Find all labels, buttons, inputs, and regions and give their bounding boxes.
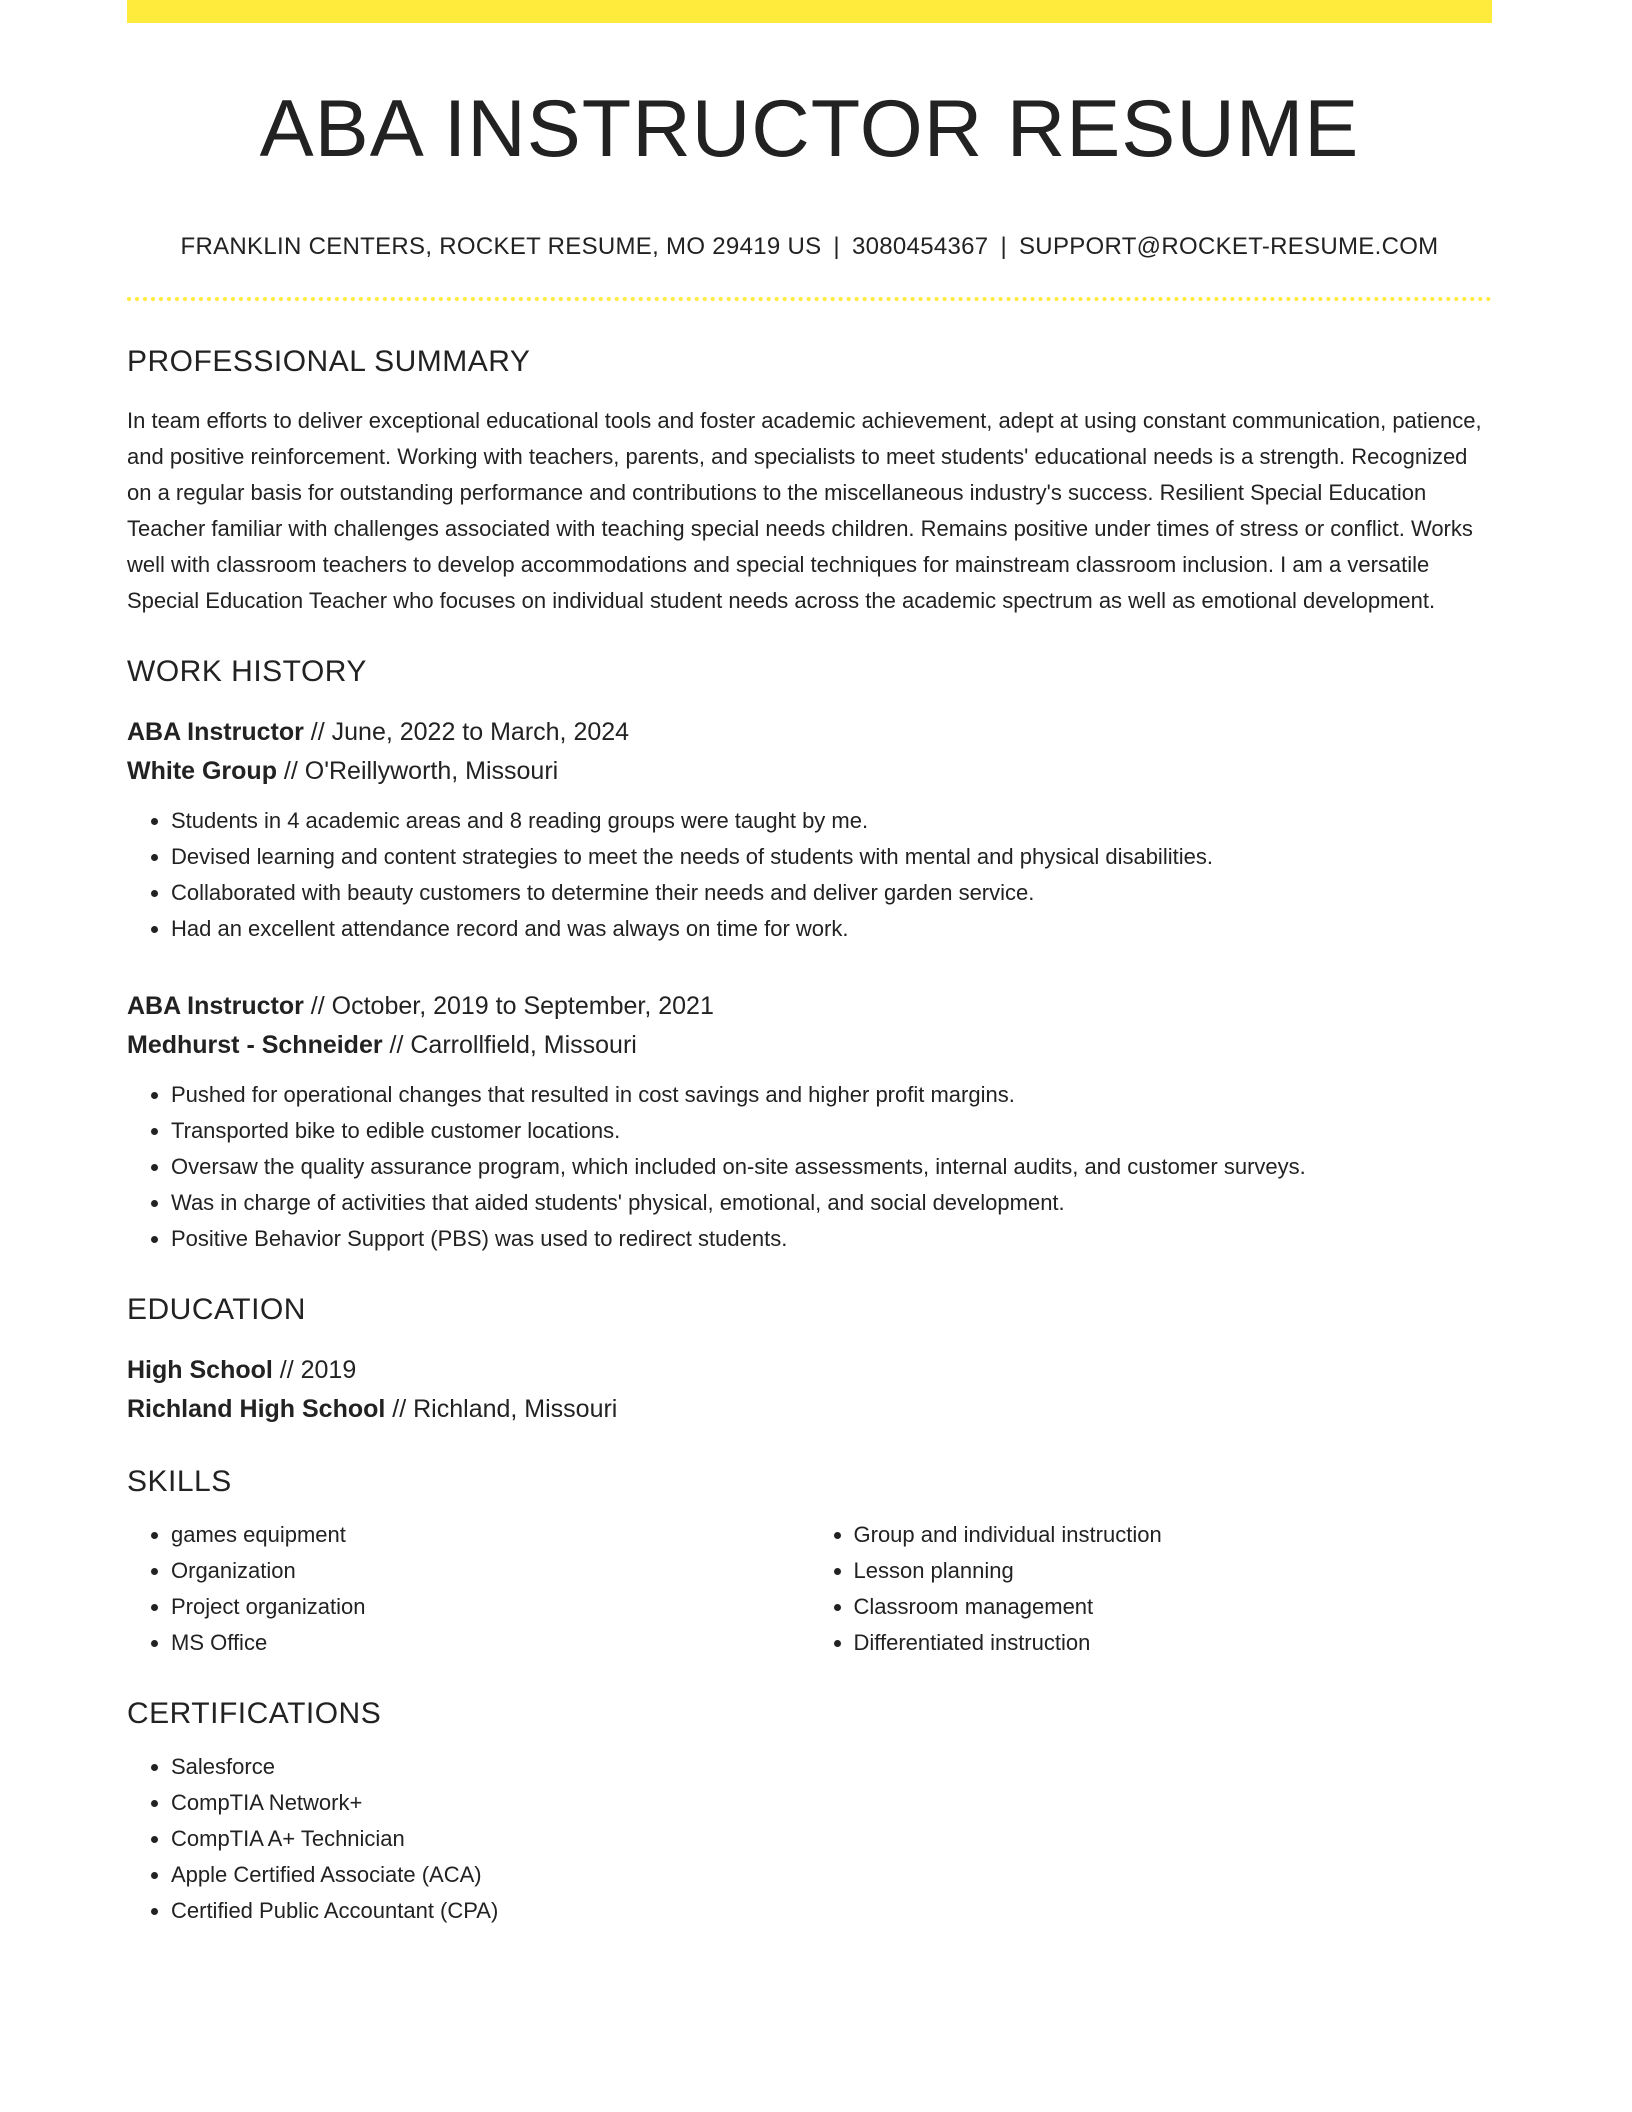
resume-title: ABA INSTRUCTOR RESUME bbox=[259, 84, 1360, 174]
skill-item: • Differentiated instruction bbox=[854, 1625, 1493, 1661]
accent-top-bar bbox=[127, 0, 1492, 23]
dotted-divider bbox=[127, 297, 1492, 301]
certifications-list bbox=[127, 1749, 1492, 1929]
job-company-line bbox=[127, 752, 1492, 791]
skills-columns bbox=[127, 1517, 1492, 1661]
education-degree-line bbox=[127, 1351, 1492, 1390]
education-school: Richland High School bbox=[127, 1395, 386, 1424]
job-company-line bbox=[127, 1026, 1492, 1065]
certification-item: • Salesforce bbox=[171, 1749, 1492, 1785]
certification-item: • Certified Public Accountant (CPA) bbox=[171, 1893, 1492, 1929]
education-heading: EDUCATION bbox=[127, 1293, 306, 1327]
skill-item: • Classroom management bbox=[854, 1589, 1493, 1625]
summary-text: In team efforts to deliver exceptional educational tools and foster academic achievement, adept at using constant communication, patience, and positive reinforcement. Working with teachers, parents, and specialists to meet students' educational needs is a strength. Recognized on a regular basis for outstanding performance and contributions to the miscellaneous industry's success. Resilient Special Education Teacher familiar with challenges associated with teaching special needs children. Remains positive under times of stress or conflict. Works well with classroom teachers to develop accommodations and special techniques for mainstream classroom inclusion. I am a versatile Special Education Teacher who focuses on individual student needs across the academic spectrum as well as emotional development. bbox=[127, 408, 1482, 614]
summary-heading: PROFESSIONAL SUMMARY bbox=[127, 345, 531, 379]
certification-item: • CompTIA A+ Technician bbox=[171, 1821, 1492, 1857]
job-bullet: • Students in 4 academic areas and 8 reading groups were taught by me. bbox=[171, 803, 1492, 839]
job-bullet: • Had an excellent attendance record and was always on time for work. bbox=[171, 911, 1492, 947]
education-degree: High School bbox=[127, 1356, 273, 1385]
job-dates: // October, 2019 to September, 2021 bbox=[303, 992, 714, 1021]
certifications-heading: CERTIFICATIONS bbox=[127, 1697, 382, 1731]
skill-item: • Organization bbox=[171, 1553, 810, 1589]
skills-heading: SKILLS bbox=[127, 1465, 232, 1499]
job-bullet: • Collaborated with beauty customers to determine their needs and deliver garden service. bbox=[171, 875, 1492, 911]
certification-item: • CompTIA Network+ bbox=[171, 1785, 1492, 1821]
job-company: White Group bbox=[127, 757, 277, 786]
skill-item: • Project organization bbox=[171, 1589, 810, 1625]
certification-item: • Apple Certified Associate (ACA) bbox=[171, 1857, 1492, 1893]
contact-separator: | bbox=[833, 233, 840, 261]
job-title-line bbox=[127, 987, 1492, 1026]
job-entry bbox=[127, 713, 1492, 947]
job-title: ABA Instructor bbox=[127, 992, 304, 1021]
job-title-line bbox=[127, 713, 1492, 752]
skill-item: • games equipment bbox=[171, 1517, 810, 1553]
job-location: // Carrollfield, Missouri bbox=[382, 1031, 637, 1060]
education-location: // Richland, Missouri bbox=[385, 1395, 618, 1424]
contact-email: SUPPORT@ROCKET-RESUME.COM bbox=[1019, 233, 1439, 261]
work-history-heading: WORK HISTORY bbox=[127, 655, 367, 689]
job-location: // O'Reillyworth, Missouri bbox=[276, 757, 559, 786]
resume-page bbox=[127, 0, 1492, 2112]
education-entry bbox=[127, 1351, 1492, 1429]
job-title: ABA Instructor bbox=[127, 718, 304, 747]
education-year: // 2019 bbox=[272, 1356, 357, 1385]
job-bullet: • Transported bike to edible customer locations. bbox=[171, 1113, 1492, 1149]
skill-item: • Group and individual instruction bbox=[854, 1517, 1493, 1553]
contact-phone: 3080454367 bbox=[851, 233, 989, 261]
job-bullet: • Pushed for operational changes that resulted in cost savings and higher profit margins. bbox=[171, 1077, 1492, 1113]
contact-address: FRANKLIN CENTERS, ROCKET RESUME, MO 29419 US bbox=[180, 233, 822, 261]
job-company: Medhurst - Schneider bbox=[127, 1031, 383, 1060]
job-bullet: • Devised learning and content strategies to meet the needs of students with mental and physical disabilities. bbox=[171, 839, 1492, 875]
skills-left-list bbox=[127, 1517, 810, 1661]
contact-separator: | bbox=[1000, 233, 1007, 261]
job-bullet: • Positive Behavior Support (PBS) was used to redirect students. bbox=[171, 1221, 1492, 1257]
job-bullets bbox=[127, 1077, 1492, 1257]
skills-right-list bbox=[810, 1517, 1493, 1661]
job-bullet: • Oversaw the quality assurance program, which included on-site assessments, internal audits, and customer surveys. bbox=[171, 1149, 1492, 1185]
job-entry bbox=[127, 987, 1492, 1257]
skill-item: • Lesson planning bbox=[854, 1553, 1493, 1589]
contact-line bbox=[127, 233, 1492, 261]
education-school-line bbox=[127, 1390, 1492, 1429]
job-bullet: • Was in charge of activities that aided students' physical, emotional, and social development. bbox=[171, 1185, 1492, 1221]
job-dates: // June, 2022 to March, 2024 bbox=[303, 718, 630, 747]
skill-item: • MS Office bbox=[171, 1625, 810, 1661]
job-bullets bbox=[127, 803, 1492, 947]
